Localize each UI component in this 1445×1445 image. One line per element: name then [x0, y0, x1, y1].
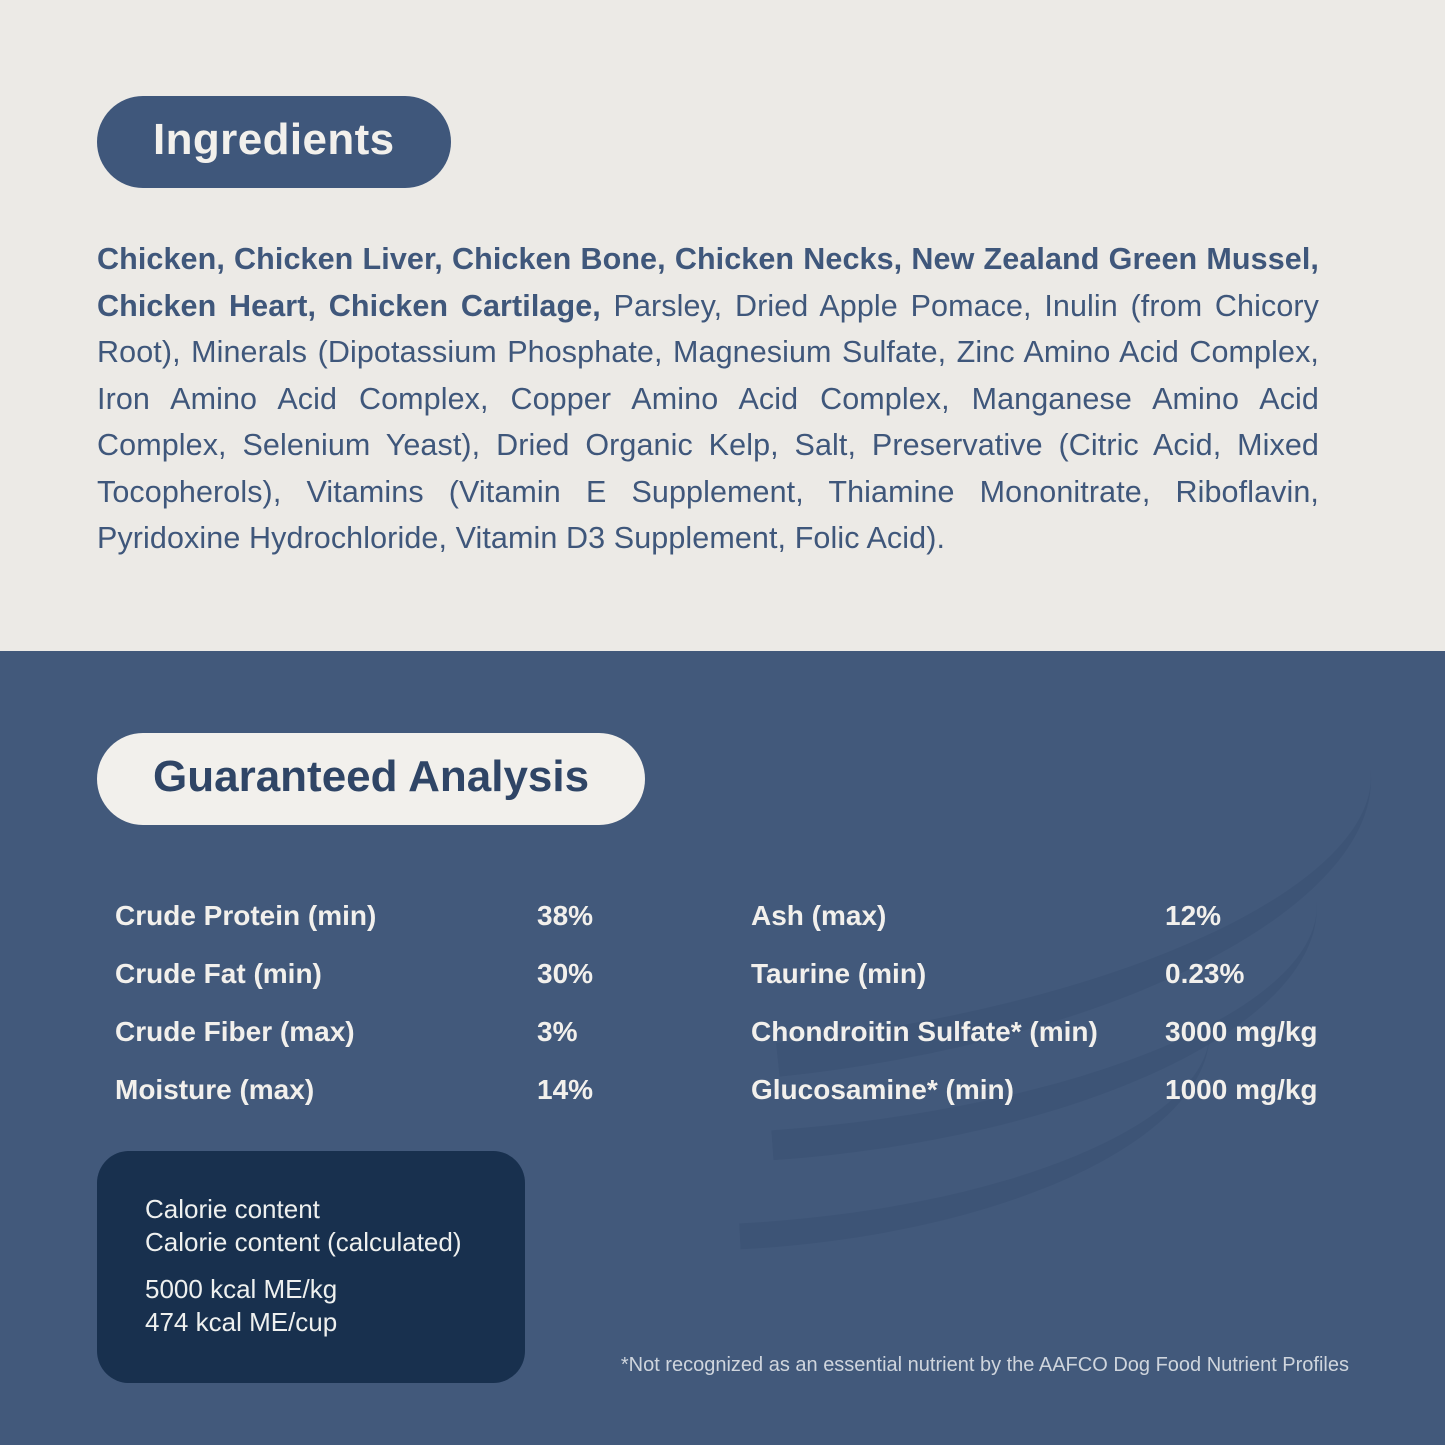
ingredients-heading: Ingredients [97, 96, 451, 188]
analysis-label: Crude Fat (min) [115, 958, 322, 989]
analysis-value: 30% [537, 958, 594, 989]
analysis-label: Ash (max) [751, 900, 887, 931]
calorie-content-box [97, 1151, 525, 1383]
ingredients-paragraph [97, 236, 1319, 562]
calorie-line-3: 5000 kcal ME/kg [145, 1274, 338, 1304]
ingredients-section [0, 0, 1445, 651]
ingredients-secondary-text: Parsley, Dried Apple Pomace, Inulin (from Chicory Root), Minerals (Dipotassium Phosphate, Magnesium Sulfate, Zinc Amino Acid Complex, Iron Amino Acid Complex, Copper Amino Acid Complex, Manganese Amino Acid Complex, Selenium Yeast), Dried Organic Kelp, Salt, Preservative (Citric Acid, Mixed Tocopherols), Vitamins (Vitamin E Supplement, Thiamine Mononitrate, Riboflavin, Pyridoxine Hydrochloride, Vitamin D3 Supplement, Folic Acid). [97, 288, 1319, 555]
analysis-table [97, 887, 1348, 1119]
ingredients-primary-text: Chicken, Chicken Liver, Chicken Bone, Chicken Necks, New Zealand Green Mussel, Chicken Heart, Chicken Cartilage, [97, 242, 1319, 323]
guaranteed-analysis-section [0, 651, 1445, 1445]
calorie-spacer [145, 1259, 481, 1273]
calorie-line-2: Calorie content (calculated) [145, 1227, 462, 1257]
analysis-label: Glucosamine* (min) [751, 1074, 1014, 1105]
analysis-value: 38% [537, 900, 594, 931]
analysis-label: Crude Fiber (max) [115, 1016, 355, 1047]
analysis-footnote: *Not recognized as an essential nutrient by the AAFCO Dog Food Nutrient Profiles [620, 1354, 1349, 1376]
calorie-line-4: 474 kcal ME/cup [145, 1307, 338, 1337]
analysis-value: 14% [537, 1074, 594, 1105]
analysis-heading: Guaranteed Analysis [97, 733, 645, 825]
analysis-label: Taurine (min) [751, 958, 927, 989]
analysis-value: 3000 mg/kg [1165, 1016, 1318, 1047]
analysis-value: 12% [1165, 900, 1222, 931]
analysis-value: 3% [537, 1016, 578, 1047]
analysis-value: 1000 mg/kg [1165, 1074, 1318, 1105]
analysis-label: Moisture (max) [115, 1074, 315, 1105]
analysis-value: 0.23% [1165, 958, 1245, 989]
analysis-label: Crude Protein (min) [115, 900, 377, 931]
calorie-line-1: Calorie content [145, 1194, 320, 1224]
analysis-label: Chondroitin Sulfate* (min) [751, 1016, 1098, 1047]
